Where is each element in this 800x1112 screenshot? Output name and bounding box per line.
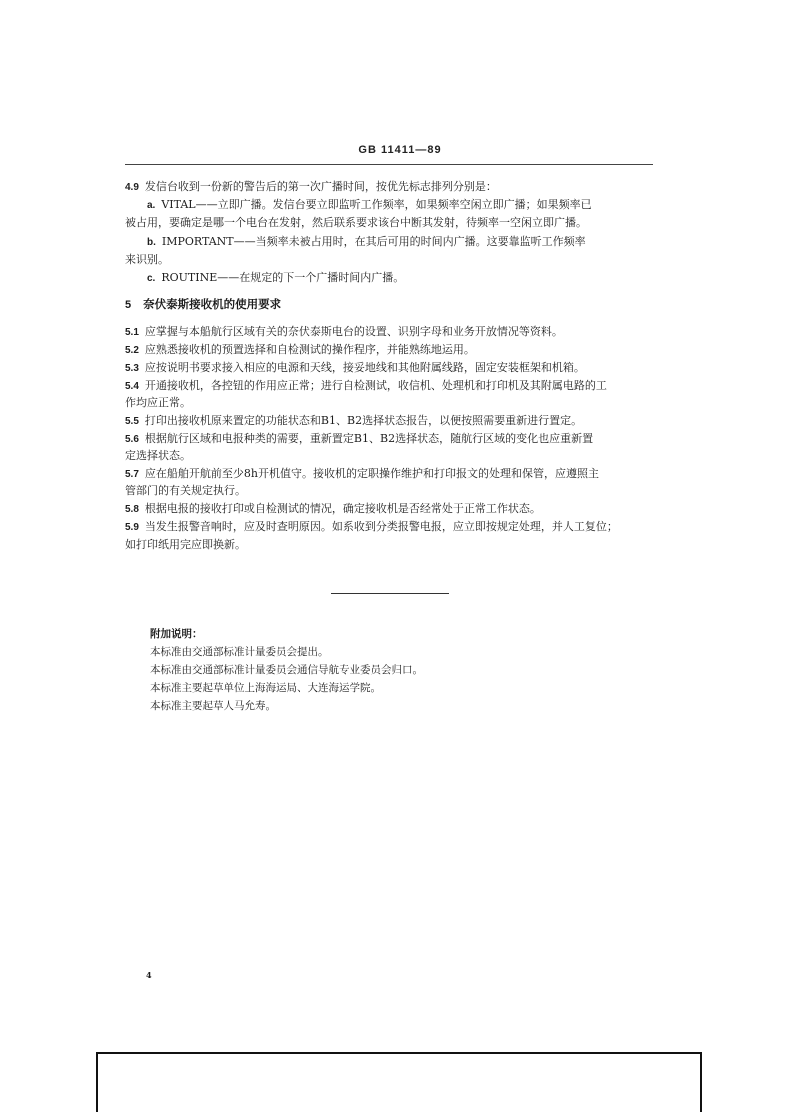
item-label: b. bbox=[147, 237, 156, 248]
clause-number: 5.9 bbox=[125, 522, 139, 533]
clause-number: 5.8 bbox=[125, 504, 139, 515]
item-label: a. bbox=[147, 200, 156, 211]
clause-4-9-item-b bbox=[125, 233, 677, 252]
clause-4-9-intro bbox=[125, 178, 655, 197]
clause-5-4-cont: 作均应正常。 bbox=[125, 396, 191, 409]
clause-number: 5.2 bbox=[125, 345, 139, 356]
clause-text: 根据电报的接收打印或自检测试的情况，确定接收机是否经常处于正常工作状态。 bbox=[144, 502, 541, 515]
clause-text: 根据航行区域和电报种类的需要，重新置定B1、B2选择状态，随航行区域的变化也应重新置 bbox=[144, 432, 594, 445]
clause-text: 打印出接收机原来置定的功能状态和B1、B2选择状态报告，以便按照需要重新进行置定。 bbox=[144, 414, 583, 427]
clause-number: 4.9 bbox=[125, 182, 139, 193]
clause-4-9-item-a-cont: 被占用，要确定是哪一个电台在发射，然后联系要求该台中断其发射，待频率一空闲立即广播。 bbox=[125, 216, 587, 229]
item-label: c. bbox=[147, 273, 156, 284]
clause-5-5 bbox=[125, 412, 655, 431]
clause-text: 发信台收到一份新的警告后的第一次广播时间，按优先标志排列分别是： bbox=[144, 180, 497, 193]
clause-4-9-item-c bbox=[125, 269, 677, 288]
clause-4-9-item-b-cont: 来识别。 bbox=[125, 253, 169, 266]
clause-5-1 bbox=[125, 323, 655, 342]
clause-text: 应掌握与本船航行区域有关的奈伏泰斯电台的设置、识别字母和业务开放情况等资料。 bbox=[144, 325, 563, 338]
clause-text: 当发生报警音响时，应及时查明原因。如系收到分类报警电报，应立即按规定处理，并人工复位； bbox=[144, 520, 618, 533]
section-title-text: 奈伏泰斯接收机的使用要求 bbox=[143, 299, 282, 311]
header-divider bbox=[125, 164, 653, 165]
page-number: 4 bbox=[146, 970, 152, 980]
additional-notes-title: 附加说明： bbox=[150, 628, 203, 640]
additional-note-line: 本标准主要起草人马允寿。 bbox=[150, 700, 276, 712]
clause-text: 开通接收机，各控钮的作用应正常；进行自检测试，收信机、处理机和打印机及其附属电路的工 bbox=[144, 379, 607, 392]
clause-5-3 bbox=[125, 359, 655, 378]
clause-number: 5.1 bbox=[125, 327, 139, 338]
clause-number: 5.4 bbox=[125, 381, 139, 392]
clause-5-7-cont: 管部门的有关规定执行。 bbox=[125, 484, 246, 497]
next-page-frame bbox=[96, 1052, 702, 1112]
clause-text: 应在船舶开航前至少8h开机值守。接收机的定职操作维护和打印报文的处理和保管，应遵照主 bbox=[144, 467, 599, 480]
clause-number: 5.7 bbox=[125, 469, 139, 480]
clause-text: 应按说明书要求接入相应的电源和天线，接妥地线和其他附属线路，固定安装框架和机箱。 bbox=[144, 361, 585, 374]
clause-number: 5.5 bbox=[125, 416, 139, 427]
clause-5-2 bbox=[125, 341, 655, 360]
clause-number: 5.3 bbox=[125, 363, 139, 374]
clause-5-9 bbox=[125, 518, 655, 537]
additional-note-line: 本标准主要起草单位上海海运局、大连海运学院。 bbox=[150, 682, 381, 694]
additional-note-line: 本标准由交通部标准计量委员会通信导航专业委员会归口。 bbox=[150, 664, 423, 676]
item-text: VITAL——立即广播。发信台要立即监听工作频率，如果频率空闲立即广播；如果频率已 bbox=[161, 198, 592, 211]
clause-5-6-cont: 定选择状态。 bbox=[125, 449, 191, 462]
clause-5-9-cont: 如打印纸用完应即换新。 bbox=[125, 538, 246, 551]
section-5-title bbox=[125, 296, 281, 312]
section-number: 5 bbox=[125, 299, 132, 311]
item-text: ROUTINE——在规定的下一个广播时间内广播。 bbox=[161, 271, 405, 284]
end-of-text-rule bbox=[331, 593, 449, 594]
additional-note-line: 本标准由交通部标准计量委员会提出。 bbox=[150, 646, 329, 658]
item-text: IMPORTANT——当频率未被占用时，在其后可用的时间内广播。这要靠监听工作频率 bbox=[161, 235, 586, 248]
clause-5-8 bbox=[125, 500, 655, 519]
clause-number: 5.6 bbox=[125, 434, 139, 445]
standard-code-header: GB 11411—89 bbox=[358, 144, 442, 156]
clause-text: 应熟悉接收机的预置选择和自检测试的操作程序，并能熟练地运用。 bbox=[144, 343, 475, 356]
clause-4-9-item-a bbox=[125, 196, 677, 215]
